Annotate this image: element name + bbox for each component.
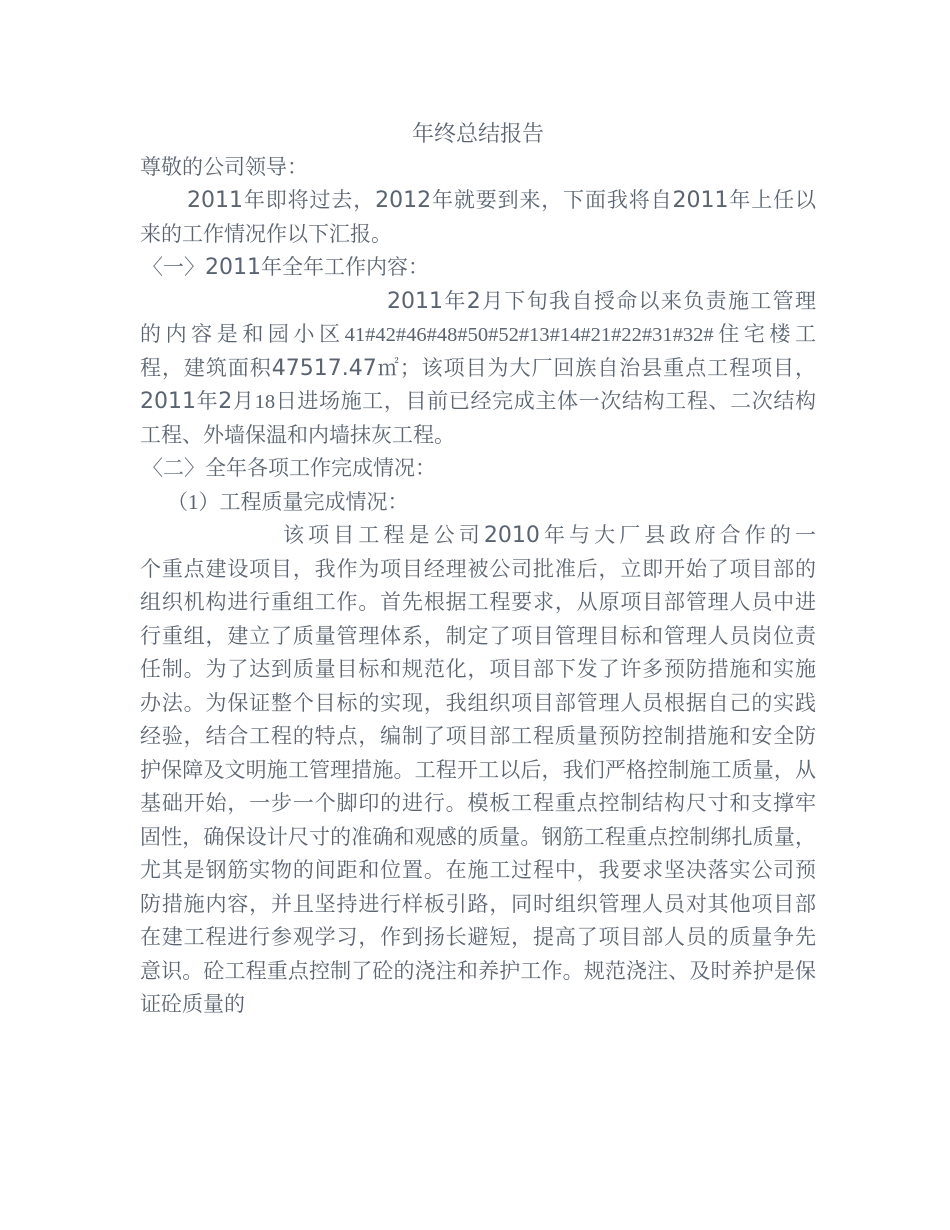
cjk-text: 程，建筑面积: [140, 355, 272, 380]
text-line-18: [140, 720, 816, 754]
cjk-text: 基础开始，一步一个脚印的进行。模板工程重点控制结构尺寸和支撑牢: [140, 791, 816, 815]
cjk-text: 来的工作情况作以下汇报。: [140, 221, 392, 246]
cjk-text: 年全年工作内容：: [261, 255, 429, 279]
text-line-24: [140, 921, 816, 955]
cjk-text: 组织机构进行重组工作。首先根据工程要求，从原项目部管理人员中进: [140, 590, 816, 614]
text-line-6: [140, 318, 816, 352]
cjk-text: 年即将过去，: [243, 188, 376, 212]
cjk-text: 证砼质量的: [140, 992, 245, 1016]
cjk-text: 任制。为了达到质量目标和规范化，项目部下发了许多预防措施和实施: [140, 657, 816, 681]
cjk-text: （1）工程质量完成情况：: [167, 489, 409, 514]
cjk-text: 尤其是钢筋实物的间距和位置。在施工过程中，我要求坚决落实公司预: [140, 858, 816, 882]
number-sans: 2012: [375, 188, 432, 213]
cjk-text: 办法。为保证整个目标的实现，我组织项目部管理人员根据自己的实践: [140, 690, 816, 715]
cjk-text: 意识。砼工程重点控制了砼的浇注和养护工作。规范浇注、及时养护是保: [140, 958, 816, 983]
cjk-text: 经验，结合工程的特点，编制了项目部工程质量预防控制措施和安全防: [140, 724, 816, 748]
number-sans: 2011: [187, 188, 243, 213]
cjk-text: 年与大厂县政府合作的一: [539, 523, 817, 547]
document-lines: [140, 151, 816, 1022]
number-sans: 2011: [205, 255, 261, 280]
text-line-9: [140, 419, 816, 453]
cjk-text: 尊敬的公司领导：: [140, 154, 308, 179]
number-serif: 41#42#46#48#50#52#13#14#21#22#31#32#: [344, 324, 714, 346]
text-line-5: [140, 285, 816, 319]
number-sans: 2: [466, 288, 481, 314]
cjk-text: ㎡；该项目为大厂回族自治县重点工程项目，: [376, 355, 817, 380]
cjk-text: 工程、外墙保温和内墙抹灰工程。: [140, 422, 455, 447]
text-line-8: [140, 385, 816, 419]
text-line-22: [140, 854, 816, 888]
number-serif: 18: [254, 391, 276, 413]
text-line-15: [140, 620, 816, 654]
text-line-1: [140, 151, 816, 185]
text-line-19: [140, 754, 816, 788]
cjk-text: 〈一〉: [142, 255, 205, 279]
cjk-text: 年就要到来，下面我将自: [431, 188, 673, 212]
cjk-text: 护保障及文明施工管理措施。工程开工以后，我们严格控制施工质量，从: [140, 757, 816, 782]
cjk-text: 年: [443, 288, 467, 313]
text-line-20: [140, 787, 816, 821]
cjk-text: 行重组，建立了质量管理体系，制定了项目管理目标和管理人员岗位责: [140, 623, 816, 648]
text-line-26: [140, 988, 816, 1022]
cjk-text: 年上任以: [728, 188, 817, 212]
number-sans: 47517.47: [271, 355, 377, 381]
number-sans: 2011: [387, 288, 443, 314]
cjk-text: 月下旬我自授命以来负责施工管理: [480, 288, 817, 313]
document-title: 年终总结报告: [411, 121, 544, 146]
text-line-23: [140, 888, 816, 922]
number-sans: 2011: [672, 188, 729, 213]
text-line-21: [140, 821, 816, 855]
text-line-7: [140, 352, 816, 386]
text-line-14: [140, 586, 816, 620]
cjk-text: 个重点建设项目，我作为项目经理被公司批准后，立即开始了项目部的: [140, 556, 816, 581]
text-line-2: [140, 184, 816, 218]
cjk-text: 该项目工程是公司: [283, 523, 484, 547]
cjk-text: 年: [196, 389, 219, 413]
cjk-text: 住宅楼工: [713, 322, 817, 346]
number-sans: 2010: [483, 523, 540, 548]
text-line-11: [140, 486, 816, 520]
text-line-13: [140, 553, 816, 587]
number-sans: 2: [218, 389, 233, 414]
cjk-text: 〈二〉全年各项工作完成情况：: [142, 456, 436, 480]
text-line-16: [140, 653, 816, 687]
text-line-17: [140, 687, 816, 721]
cjk-text: 固性，确保设计尺寸的准确和观感的质量。钢筋工程重点控制绑扎质量，: [140, 824, 816, 849]
cjk-text: 日进场施工，目前已经完成主体一次结构工程、二次结构: [275, 389, 817, 413]
text-line-3: [140, 218, 816, 252]
text-line-4: [140, 251, 816, 285]
document-body: [140, 117, 816, 1022]
cjk-text: 在建工程进行参观学习，作到扬长避短，提高了项目部人员的质量争先: [140, 925, 816, 949]
text-line-25: [140, 955, 816, 989]
number-sans: 2011: [140, 389, 196, 414]
text-line-12: [140, 519, 816, 553]
text-line-10: [140, 452, 816, 486]
cjk-text: 月: [232, 389, 255, 413]
cjk-text: 防措施内容，并且坚持进行样板引路，同时组织管理人员对其他项目部: [140, 891, 816, 916]
cjk-text: 的内容是和园小区: [140, 322, 345, 346]
